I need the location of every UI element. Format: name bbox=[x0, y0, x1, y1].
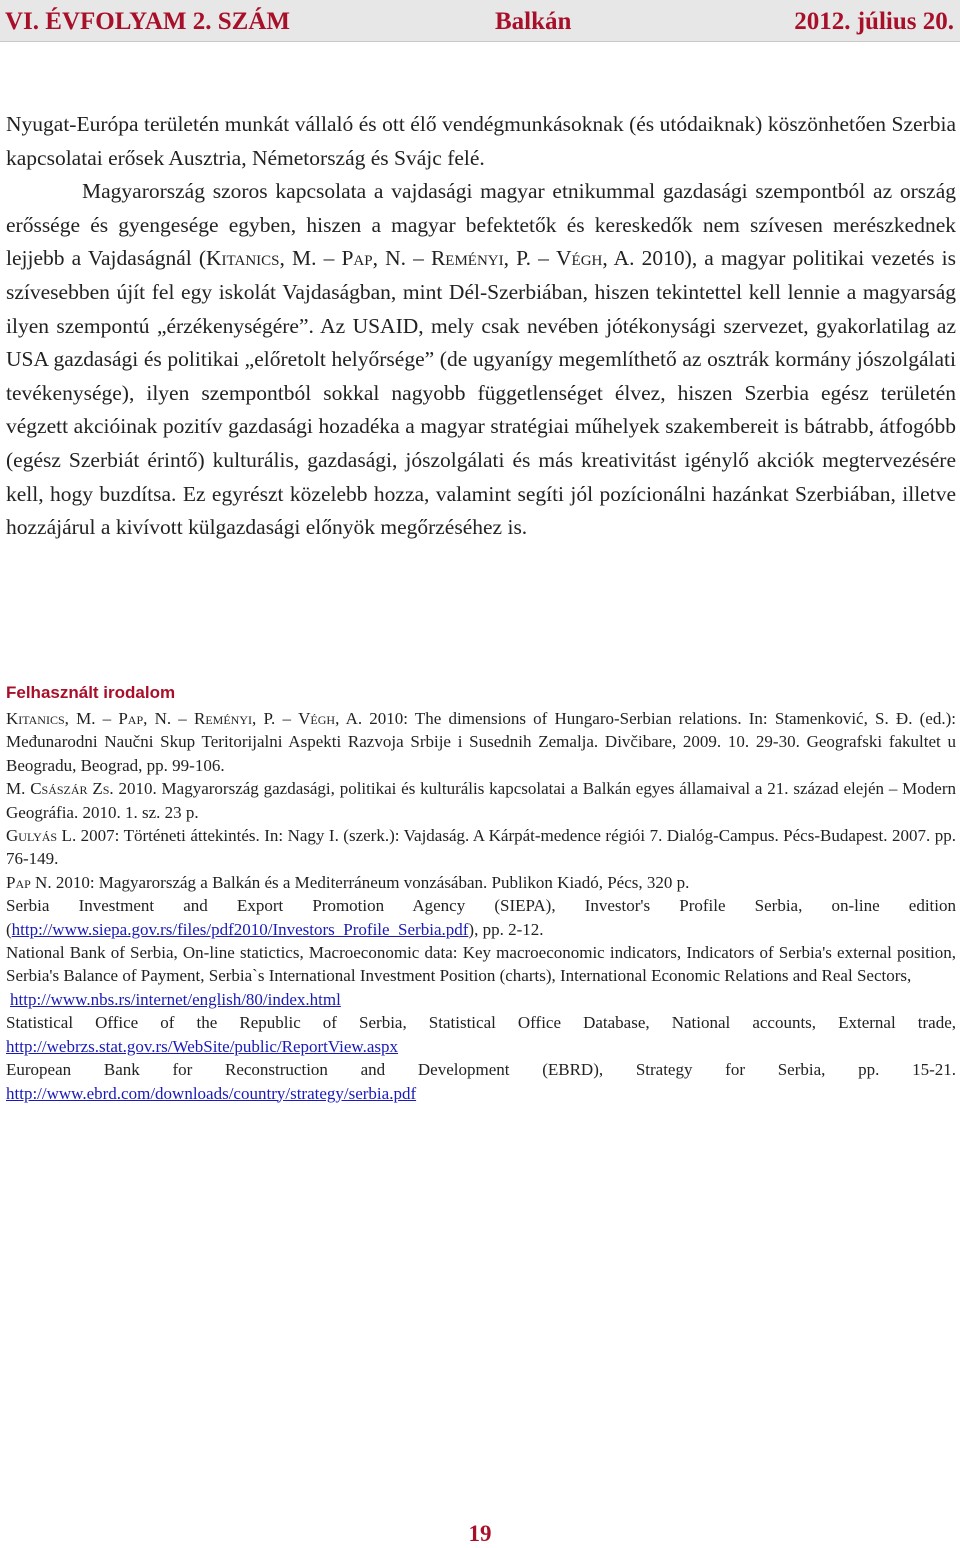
citation-sep: , N. – bbox=[372, 246, 431, 271]
ref-author: Kitanics bbox=[6, 709, 65, 728]
reference-item bbox=[6, 941, 956, 988]
ref-text: , A. 2010: The dimensions of Hungaro-Serbian relations. In: Stamenković, S. Đ. (ed.): Međunarodni Naučni Skup Teritorijalni Aspekti Razvoja Srbije i Susednih Zemalja. Divčibare, 2009. 10. 29-30. Geografski fakultet u Beogradu, Beograd, pp. 99-106. bbox=[6, 709, 956, 775]
ref-author: Pap bbox=[6, 872, 31, 892]
references-list bbox=[6, 707, 956, 1105]
ref-text: Serbia Investment and Export Promotion Agency (SIEPA), Investor's Profile Serbia, on-line edition ( bbox=[6, 896, 956, 939]
page-header bbox=[0, 0, 960, 42]
ref-author: Végh bbox=[298, 709, 336, 728]
ref-text: L. 2007: Történeti áttekintés. In: Nagy I. (szerk.): Vajdaság. A Kárpát-medence régiói 7. Dialóg-Campus. Pécs-Budapest. 2007. pp. 76-149. bbox=[6, 826, 956, 869]
paragraph-2 bbox=[6, 175, 956, 545]
paragraph-2-text: Magyarország szoros kapcsolata a vajdasági magyar etnikummal gazdasági szempontból az ország erőssége és gyengesége egyben, hiszen a magyar befektetők és kereskedők nem szívesen merészkednek lejjebb a Vajdaságnál ( bbox=[6, 179, 956, 271]
ref-sep: , M. – bbox=[64, 709, 119, 728]
citation-sep: , M. – bbox=[279, 246, 342, 271]
reference-item bbox=[6, 894, 956, 941]
ref-author-rest: Zs. bbox=[87, 779, 114, 799]
ebrd-link[interactable]: http://www.ebrd.com/downloads/country/strategy/serbia.pdf bbox=[6, 1083, 417, 1103]
volume-label: VI. ÉVFOLYAM 2. SZÁM bbox=[5, 8, 290, 35]
paragraph-2-text-cont: , A. 2010), a magyar politikai vezetés is szívesebben újít fel egy iskolát Vajdaságban, mint Dél-Szerbiában, hiszen tekintettel kell lennie a magyarság ilyen szempontú „érzékenységére”. Az USAID, mely csak nevében jótékonysági szervezet, gyakorlatilag az USA gazdasági és politikai „előretolt helyőrsége” (de ugyanígy megemlíthető az osztrák kormány jószolgálati tevékenysége), ilyen szempontból sokkal nagyobb függetlenséget élvez, hiszen Szerbia egész területén végzett akcióinak pozitív gazdasági hozadéka a magyar stratégiai műhelyek szakembereit is bátrabb, átfogóbb (egész Szerbiát érintő) kulturális, gazdasági, jószolgálati és más kreativitást igénylő akciók megtervezésére kell, hogy buzdítsa. Ez egyrészt közelebb hozza, valamint segíti jól pozícionálni hazánkat Szerbiában, illetve hozzájárul a kivívott külgazdasági előnyök megőrzéséhez is. bbox=[6, 246, 956, 540]
references-title: Felhasznált irodalom bbox=[6, 683, 176, 702]
ref-text: Statistical Office of the Republic of Serbia, Statistical Office Database, National accounts, External trade, bbox=[6, 1013, 956, 1033]
ref-text: European Bank for Reconstruction and Development (EBRD), Strategy for Serbia, pp. 15-21. bbox=[6, 1060, 956, 1080]
ref-text: National Bank of Serbia, On-line statictics, Macroeconomic data: Key macroeconomic indicators, Indicators of Serbia's external position, Serbia's Balance of Payment, Serbia`s International Investment Position (charts), International Economic Relations and Real Sectors, bbox=[6, 943, 956, 986]
main-text bbox=[6, 108, 956, 545]
paragraph-1: Nyugat-Európa területén munkát vállaló és ott élő vendégmunkásoknak (és utódaiknak) köszönhetően Szerbia kapcsolatai erősek Ausztria, Németország és Svájc felé. bbox=[6, 112, 956, 170]
reference-item bbox=[6, 707, 956, 777]
reference-item bbox=[6, 1011, 956, 1058]
ref-text: N. 2010: Magyarország a Balkán és a Mediterráneum vonzásában. Publikon Kiadó, Pécs, 320 p. bbox=[30, 872, 690, 892]
journal-title: Balkán bbox=[495, 8, 572, 35]
reference-item bbox=[6, 824, 956, 871]
reference-item bbox=[6, 1058, 956, 1105]
citation-sep: , P. – bbox=[503, 246, 556, 271]
page-number: 19 bbox=[468, 1521, 492, 1546]
ref-author: Császár bbox=[30, 779, 88, 799]
reference-item bbox=[6, 777, 956, 824]
siepa-link[interactable]: http://www.siepa.gov.rs/files/pdf2010/Investors_Profile_Serbia.pdf bbox=[11, 919, 469, 939]
citation-author-vegh: Végh bbox=[556, 246, 603, 271]
reference-item bbox=[6, 871, 956, 894]
issue-date: 2012. július 20. bbox=[794, 8, 954, 35]
ref-sep: , N. – bbox=[143, 709, 194, 728]
citation-author-pap: Pap bbox=[341, 246, 373, 271]
ref-author: Gulyás bbox=[6, 826, 58, 846]
ref-sep: , P. – bbox=[252, 709, 299, 728]
ref-author: Pap bbox=[118, 709, 144, 728]
ref-initial: M. bbox=[6, 779, 31, 799]
ref-text: ), pp. 2-12. bbox=[468, 919, 544, 939]
citation-author-kitanics: Kitanics bbox=[206, 246, 280, 271]
reference-link-line bbox=[6, 988, 956, 1011]
ref-author: Reményi bbox=[194, 709, 252, 728]
citation-author-remenyi: Reményi bbox=[430, 246, 504, 271]
nbs-link[interactable]: http://www.nbs.rs/internet/english/80/index.html bbox=[10, 989, 341, 1009]
stat-office-link[interactable]: http://webrzs.stat.gov.rs/WebSite/public/ReportView.aspx bbox=[6, 1036, 399, 1056]
ref-text: 2010. Magyarország gazdasági, politikai és kulturális kapcsolatai a Balkán egyes államaival a 21. század elején – Modern Geográfia. 2010. 1. sz. 23 p. bbox=[6, 779, 956, 822]
